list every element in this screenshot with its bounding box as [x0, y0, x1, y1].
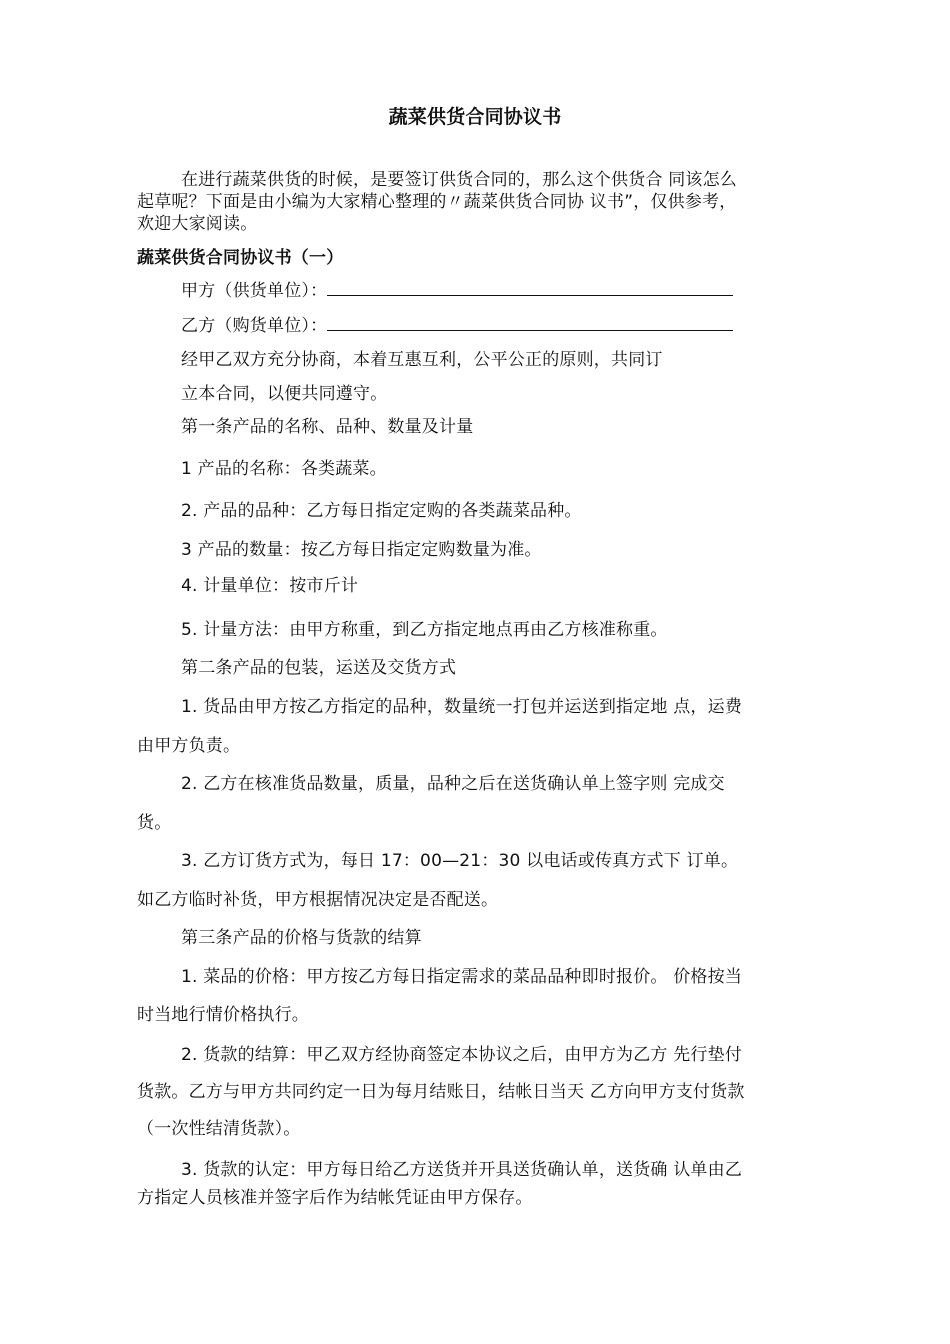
article-1-item-2: 2. 产品的品种：乙方每日指定定购的各类蔬菜品种。	[181, 501, 582, 521]
intro-line-1: 在进行蔬菜供货的时候，是要签订供货合同的，那么这个供货合 同该怎么	[181, 170, 738, 190]
article-2-p3-line-1: 3. 乙方订货方式为，每日 17：00—21：30 以电话或传真方式下 订单。	[181, 851, 739, 871]
section-heading: 蔬菜供货合同协议书（一）	[137, 248, 344, 268]
article-1-heading: 第一条产品的名称、品种、数量及计量	[181, 417, 474, 437]
intro-line-3: 欢迎大家阅读。	[137, 214, 258, 234]
article-3-p3-line-1: 3. 货款的认定：甲方每日给乙方送货并开具送货确认单，送货确 认单由乙	[181, 1160, 743, 1180]
party-b-blank	[327, 316, 733, 331]
preamble-line-2: 立本合同，以便共同遵守。	[181, 384, 388, 404]
article-2-p1-line-2: 由甲方负责。	[137, 736, 241, 756]
party-a-line	[181, 276, 733, 301]
article-3-heading: 第三条产品的价格与货款的结算	[181, 928, 422, 948]
article-3-p1-line-2: 时当地行情价格执行。	[137, 1005, 309, 1025]
article-1-item-4: 4. 计量单位：按市斤计	[181, 576, 359, 596]
article-2-p3-line-2: 如乙方临时补货，甲方根据情况决定是否配送。	[137, 890, 499, 910]
intro-line-2: 起草呢？下面是由小编为大家精心整理的〃蔬菜供货合同协 议书”，仅供参考，	[137, 192, 737, 212]
article-3-p1-line-1: 1. 菜品的价格：甲方按乙方每日指定需求的菜品品种即时报价。 价格按当	[181, 967, 743, 987]
article-1-item-5: 5. 计量方法：由甲方称重，到乙方指定地点再由乙方核准称重。	[181, 620, 668, 640]
party-b-line	[181, 311, 733, 336]
party-b-label: 乙方（购货单位）：	[181, 316, 328, 336]
article-2-heading: 第二条产品的包装，运送及交货方式	[181, 658, 457, 678]
article-3-p2-line-1: 2. 货款的结算：甲乙双方经协商签定本协议之后，由甲方为乙方 先行垫付	[181, 1045, 743, 1065]
preamble-line-1: 经甲乙双方充分协商，本着互惠互利，公平公正的原则，共同订	[181, 350, 663, 370]
article-2-p2-line-1: 2. 乙方在核准货品数量，质量，品种之后在送货确认单上签字则 完成交	[181, 774, 725, 794]
article-2-p2-line-2: 货。	[137, 813, 172, 833]
article-3-p3-line-2: 方指定人员核准并签字后作为结帐凭证由甲方保存。	[137, 1188, 533, 1208]
article-3-p2-line-2: 货款。乙方与甲方共同约定一日为每月结账日，结帐日当天 乙方向甲方支付货款	[137, 1082, 745, 1102]
party-a-blank	[327, 281, 733, 296]
article-2-p1-line-1: 1. 货品由甲方按乙方指定的品种，数量统一打包并运送到指定地 点，运费	[181, 697, 743, 717]
document-title: 蔬菜供货合同协议书	[388, 106, 562, 128]
article-1-item-1: 1 产品的名称：各类蔬菜。	[181, 459, 387, 479]
party-a-label: 甲方（供货单位）：	[181, 281, 328, 301]
article-1-item-3: 3 产品的数量：按乙方每日指定定购数量为准。	[181, 540, 542, 560]
article-3-p2-line-3: （一次性结清货款）。	[137, 1119, 301, 1139]
